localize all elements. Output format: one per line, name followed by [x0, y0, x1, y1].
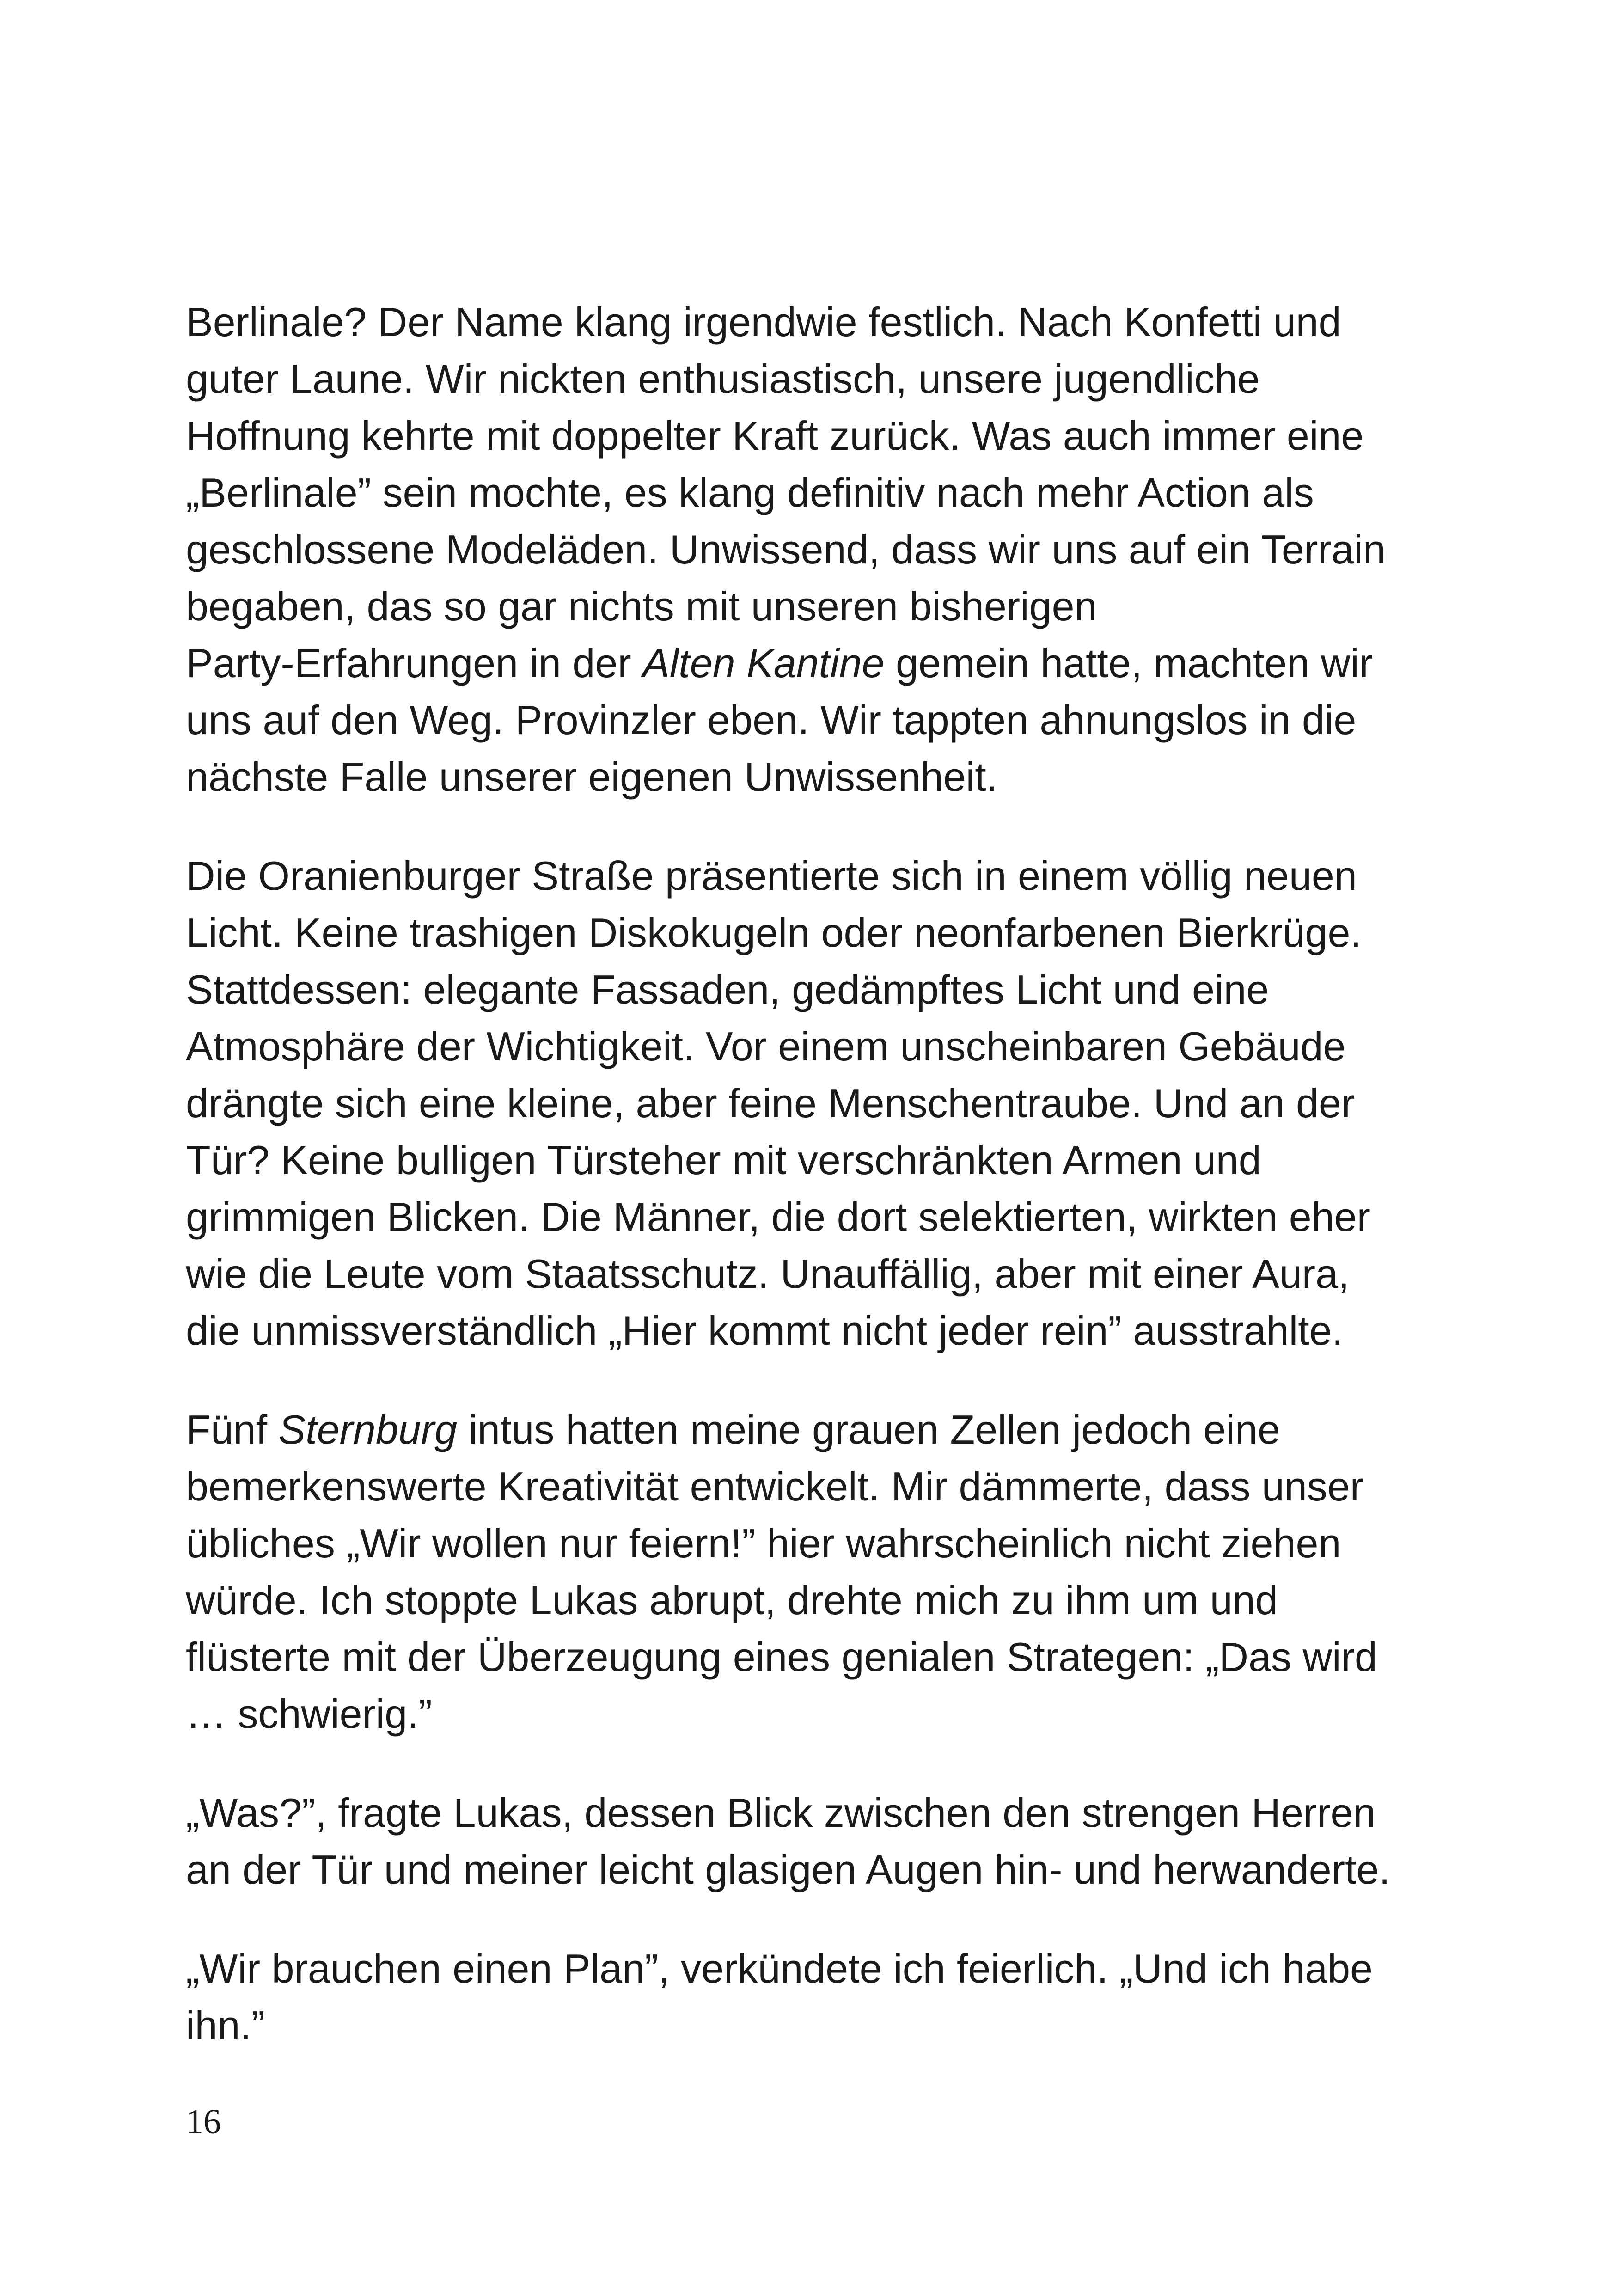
text-line: an der Tür und meiner leicht glasigen Augen hin- und herwanderte. — [186, 1847, 1390, 1892]
text-line: Die Oranienburger Straße präsentierte sich in einem völlig neuen — [186, 853, 1357, 899]
italic-place-name: Alten Kantine — [642, 640, 885, 686]
text-line: drängte sich eine kleine, aber feine Menschentraube. Und an der — [186, 1080, 1355, 1126]
paragraph-1 — [186, 294, 1461, 805]
page-number: 16 — [186, 2102, 221, 2141]
paragraph-5 — [186, 1940, 1461, 2054]
paragraph-4 — [186, 1784, 1461, 1898]
text-line: „Was?”, fragte Lukas, dessen Blick zwischen den strengen Herren — [186, 1790, 1376, 1836]
text-line: Licht. Keine trashigen Diskokugeln oder neonfarbenen Bierkrüge. — [186, 910, 1362, 955]
text-line: begaben, das so gar nichts mit unseren bisherigen — [186, 583, 1097, 629]
text-segment: intus hatten meine grauen Zellen jedoch eine — [457, 1407, 1280, 1452]
text-line: übliches „Wir wollen nur feiern!” hier wahrscheinlich nicht ziehen — [186, 1520, 1341, 1566]
text-line: Tür? Keine bulligen Türsteher mit verschränkten Armen und — [186, 1137, 1261, 1183]
text-line: ihn.” — [186, 2002, 265, 2048]
italic-brand-name: Sternburg — [278, 1407, 458, 1452]
text-line: „Wir brauchen einen Plan”, verkündete ich feierlich. „Und ich habe — [186, 1946, 1373, 1991]
text-line — [186, 1401, 1461, 1458]
text-line: grimmigen Blicken. Die Männer, die dort selektierten, wirkten eher — [186, 1194, 1370, 1240]
text-line — [186, 635, 1461, 692]
paragraph-3 — [186, 1401, 1461, 1742]
text-line: wie die Leute vom Staatsschutz. Unauffällig, aber mit einer Aura, — [186, 1251, 1350, 1297]
text-line: Stattdessen: elegante Fassaden, gedämpftes Licht und eine — [186, 967, 1269, 1012]
paragraph-2 — [186, 847, 1461, 1359]
text-line: „Berlinale” sein mochte, es klang definitiv nach mehr Action als — [186, 470, 1314, 515]
text-line: geschlossene Modeläden. Unwissend, dass wir uns auf ein Terrain — [186, 527, 1386, 572]
text-segment: Party-Erfahrungen in der — [186, 640, 643, 686]
text-line: nächste Falle unserer eigenen Unwissenheit. — [186, 754, 998, 800]
text-line: guter Laune. Wir nickten enthusiastisch, unsere jugendliche — [186, 356, 1260, 402]
text-line: die unmissverständlich „Hier kommt nicht jeder rein” ausstrahlte. — [186, 1308, 1344, 1353]
text-segment: Fünf — [186, 1407, 279, 1452]
text-line: Atmosphäre der Wichtigkeit. Vor einem unscheinbaren Gebäude — [186, 1023, 1346, 1069]
text-line: würde. Ich stoppte Lukas abrupt, drehte mich zu ihm um und — [186, 1577, 1278, 1623]
text-line: bemerkenswerte Kreativität entwickelt. Mir dämmerte, dass unser — [186, 1463, 1364, 1509]
text-line: flüsterte mit der Überzeugung eines genialen Strategen: „Das wird — [186, 1634, 1377, 1680]
text-line: Berlinale? Der Name klang irgendwie festlich. Nach Konfetti und — [186, 299, 1341, 345]
text-segment: gemein hatte, machten wir — [884, 640, 1373, 686]
text-line: … schwierig.” — [186, 1691, 432, 1737]
text-line: uns auf den Weg. Provinzler eben. Wir tappten ahnungslos in die — [186, 697, 1357, 743]
body-text — [186, 294, 1461, 2096]
text-line: Hoffnung kehrte mit doppelter Kraft zurück. Was auch immer eine — [186, 413, 1364, 459]
